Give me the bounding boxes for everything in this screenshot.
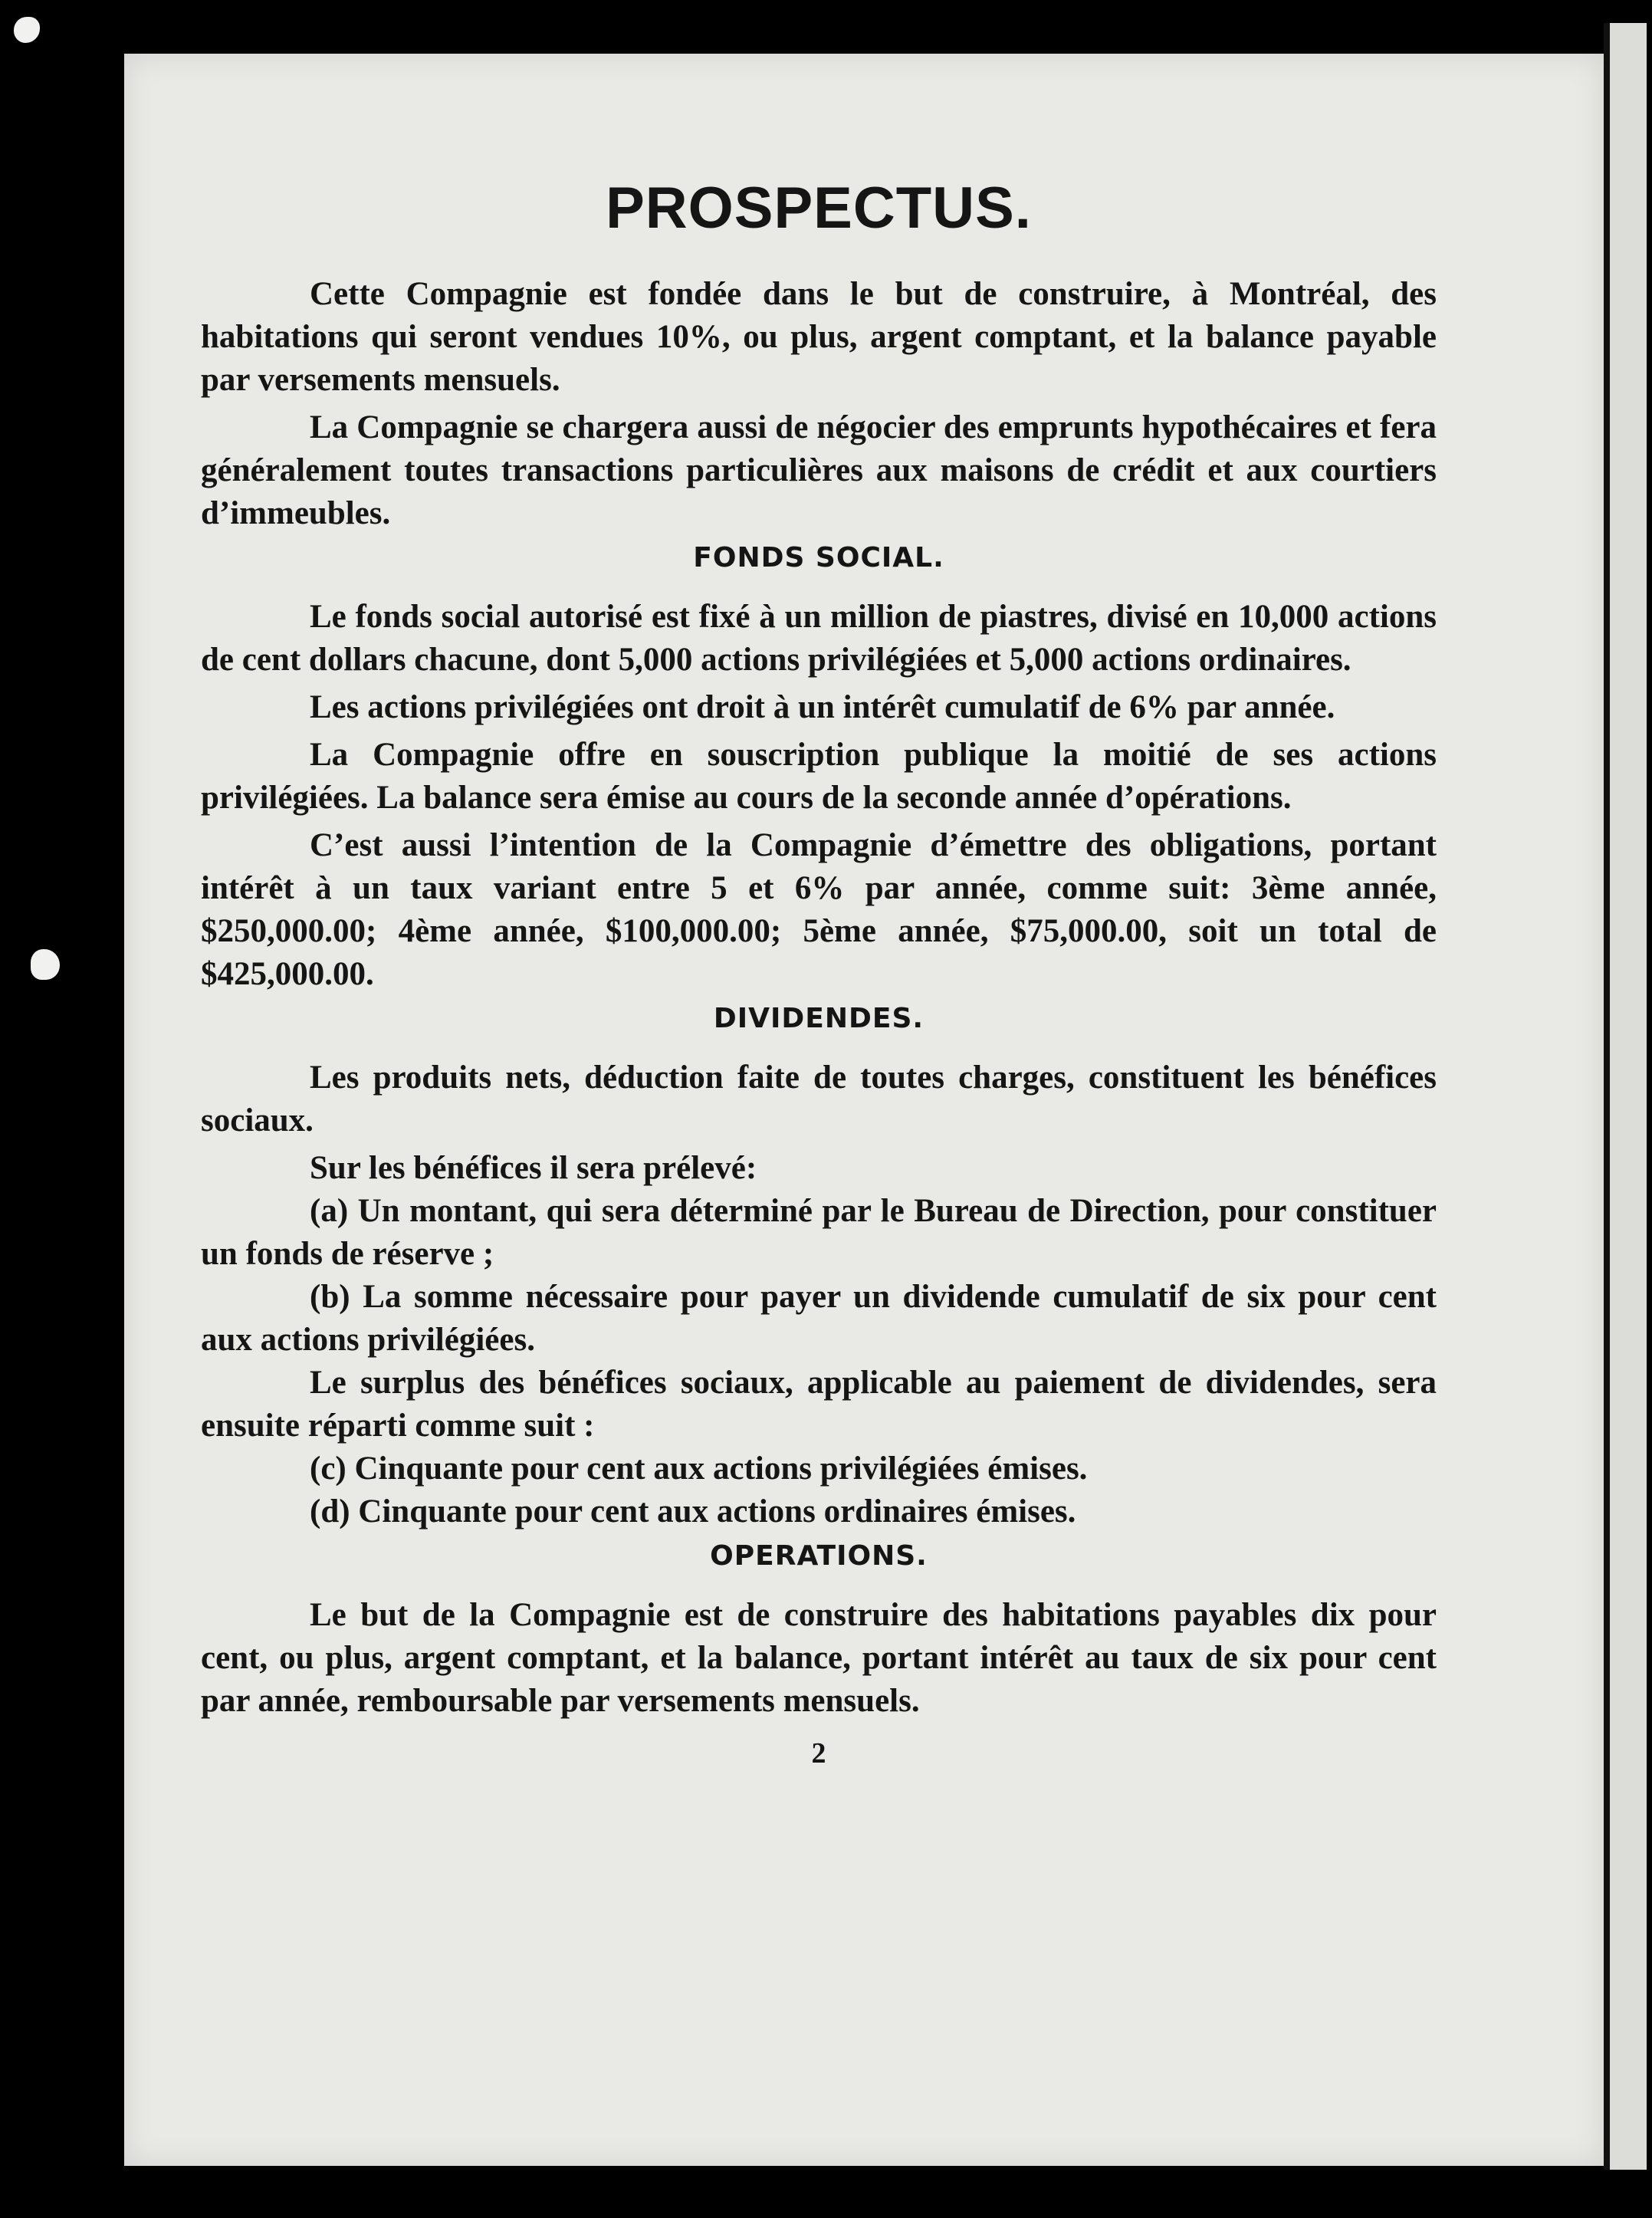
fonds-social-paragraph-2: Les actions privilégiées ont droit à un intérêt cumulatif de 6% par année. [310,688,1335,725]
operations-paragraph-1: Le but de la Compagnie est de construire des habitations payables dix pour cent, ou plus, argent comptant, et la balance, portant intérêt au taux de six pour cent par année, remboursable par versements mensuels. [201,1597,1437,1720]
section-heading-fonds-social: FONDS SOCIAL. [693,541,944,573]
fonds-social-paragraph-4: C’est aussi l’intention de la Compagnie d’émettre des obligations, portant intérêt à un taux variant entre 5 et 6% par année, comme suit: 3ème année, $250,000.00; 4ème année, $100,000.00; 5ème année, $75,000.00, soit un total de $425,000.00. [201,826,1437,992]
scan-corner-mark [14,17,40,43]
scan-blot [31,949,60,980]
fonds-social-paragraph-3: La Compagnie offre en souscription publique la moitié de ses actions privilégiées. La balance sera émise au cours de la seconde année d’opérations. [201,736,1437,816]
dividendes-item-a: (a) Un montant, qui sera déterminé par le Bureau de Direction, pour constituer un fonds de réserve ; [201,1192,1437,1272]
dividendes-item-c: (c) Cinquante pour cent aux actions privilégiées émises. [310,1450,1088,1487]
page-title: PROSPECTUS. [606,176,1032,241]
page-content [201,176,1437,1770]
intro-paragraph-2: La Compagnie se chargera aussi de négocier des emprunts hypothécaires et fera généralement toutes transactions particulières aux maisons de crédit et aux courtiers d’immeubles. [201,409,1437,531]
dividendes-item-d: (d) Cinquante pour cent aux actions ordinaires émises. [310,1493,1076,1530]
section-heading-dividendes: DIVIDENDES. [713,1002,925,1034]
dividendes-paragraph-3: Le surplus des bénéfices sociaux, applicable au paiement de dividendes, sera ensuite réparti comme suit : [201,1364,1437,1444]
section-heading-operations: OPERATIONS. [710,1539,928,1572]
dividendes-item-b: (b) La somme nécessaire pour payer un dividende cumulatif de six pour cent aux actions privilégiées. [201,1278,1437,1358]
intro-paragraph-1: Cette Compagnie est fondée dans le but de construire, à Montréal, des habitations qui seront vendues 10%, ou plus, argent comptant, et la balance payable par versements mensuels. [201,275,1437,398]
fonds-social-paragraph-1: Le fonds social autorisé est fixé à un million de piastres, divisé en 10,000 actions de cent dollars chacune, dont 5,000 actions privilégiées et 5,000 actions ordinaires. [201,598,1437,678]
dividendes-paragraph-2: Sur les bénéfices il sera prélevé: [310,1149,757,1186]
adjacent-page-edge [1604,23,1647,2170]
page-number: 2 [811,1737,826,1770]
dividendes-paragraph-1: Les produits nets, déduction faite de toutes charges, constituent les bénéfices sociaux. [201,1059,1437,1139]
